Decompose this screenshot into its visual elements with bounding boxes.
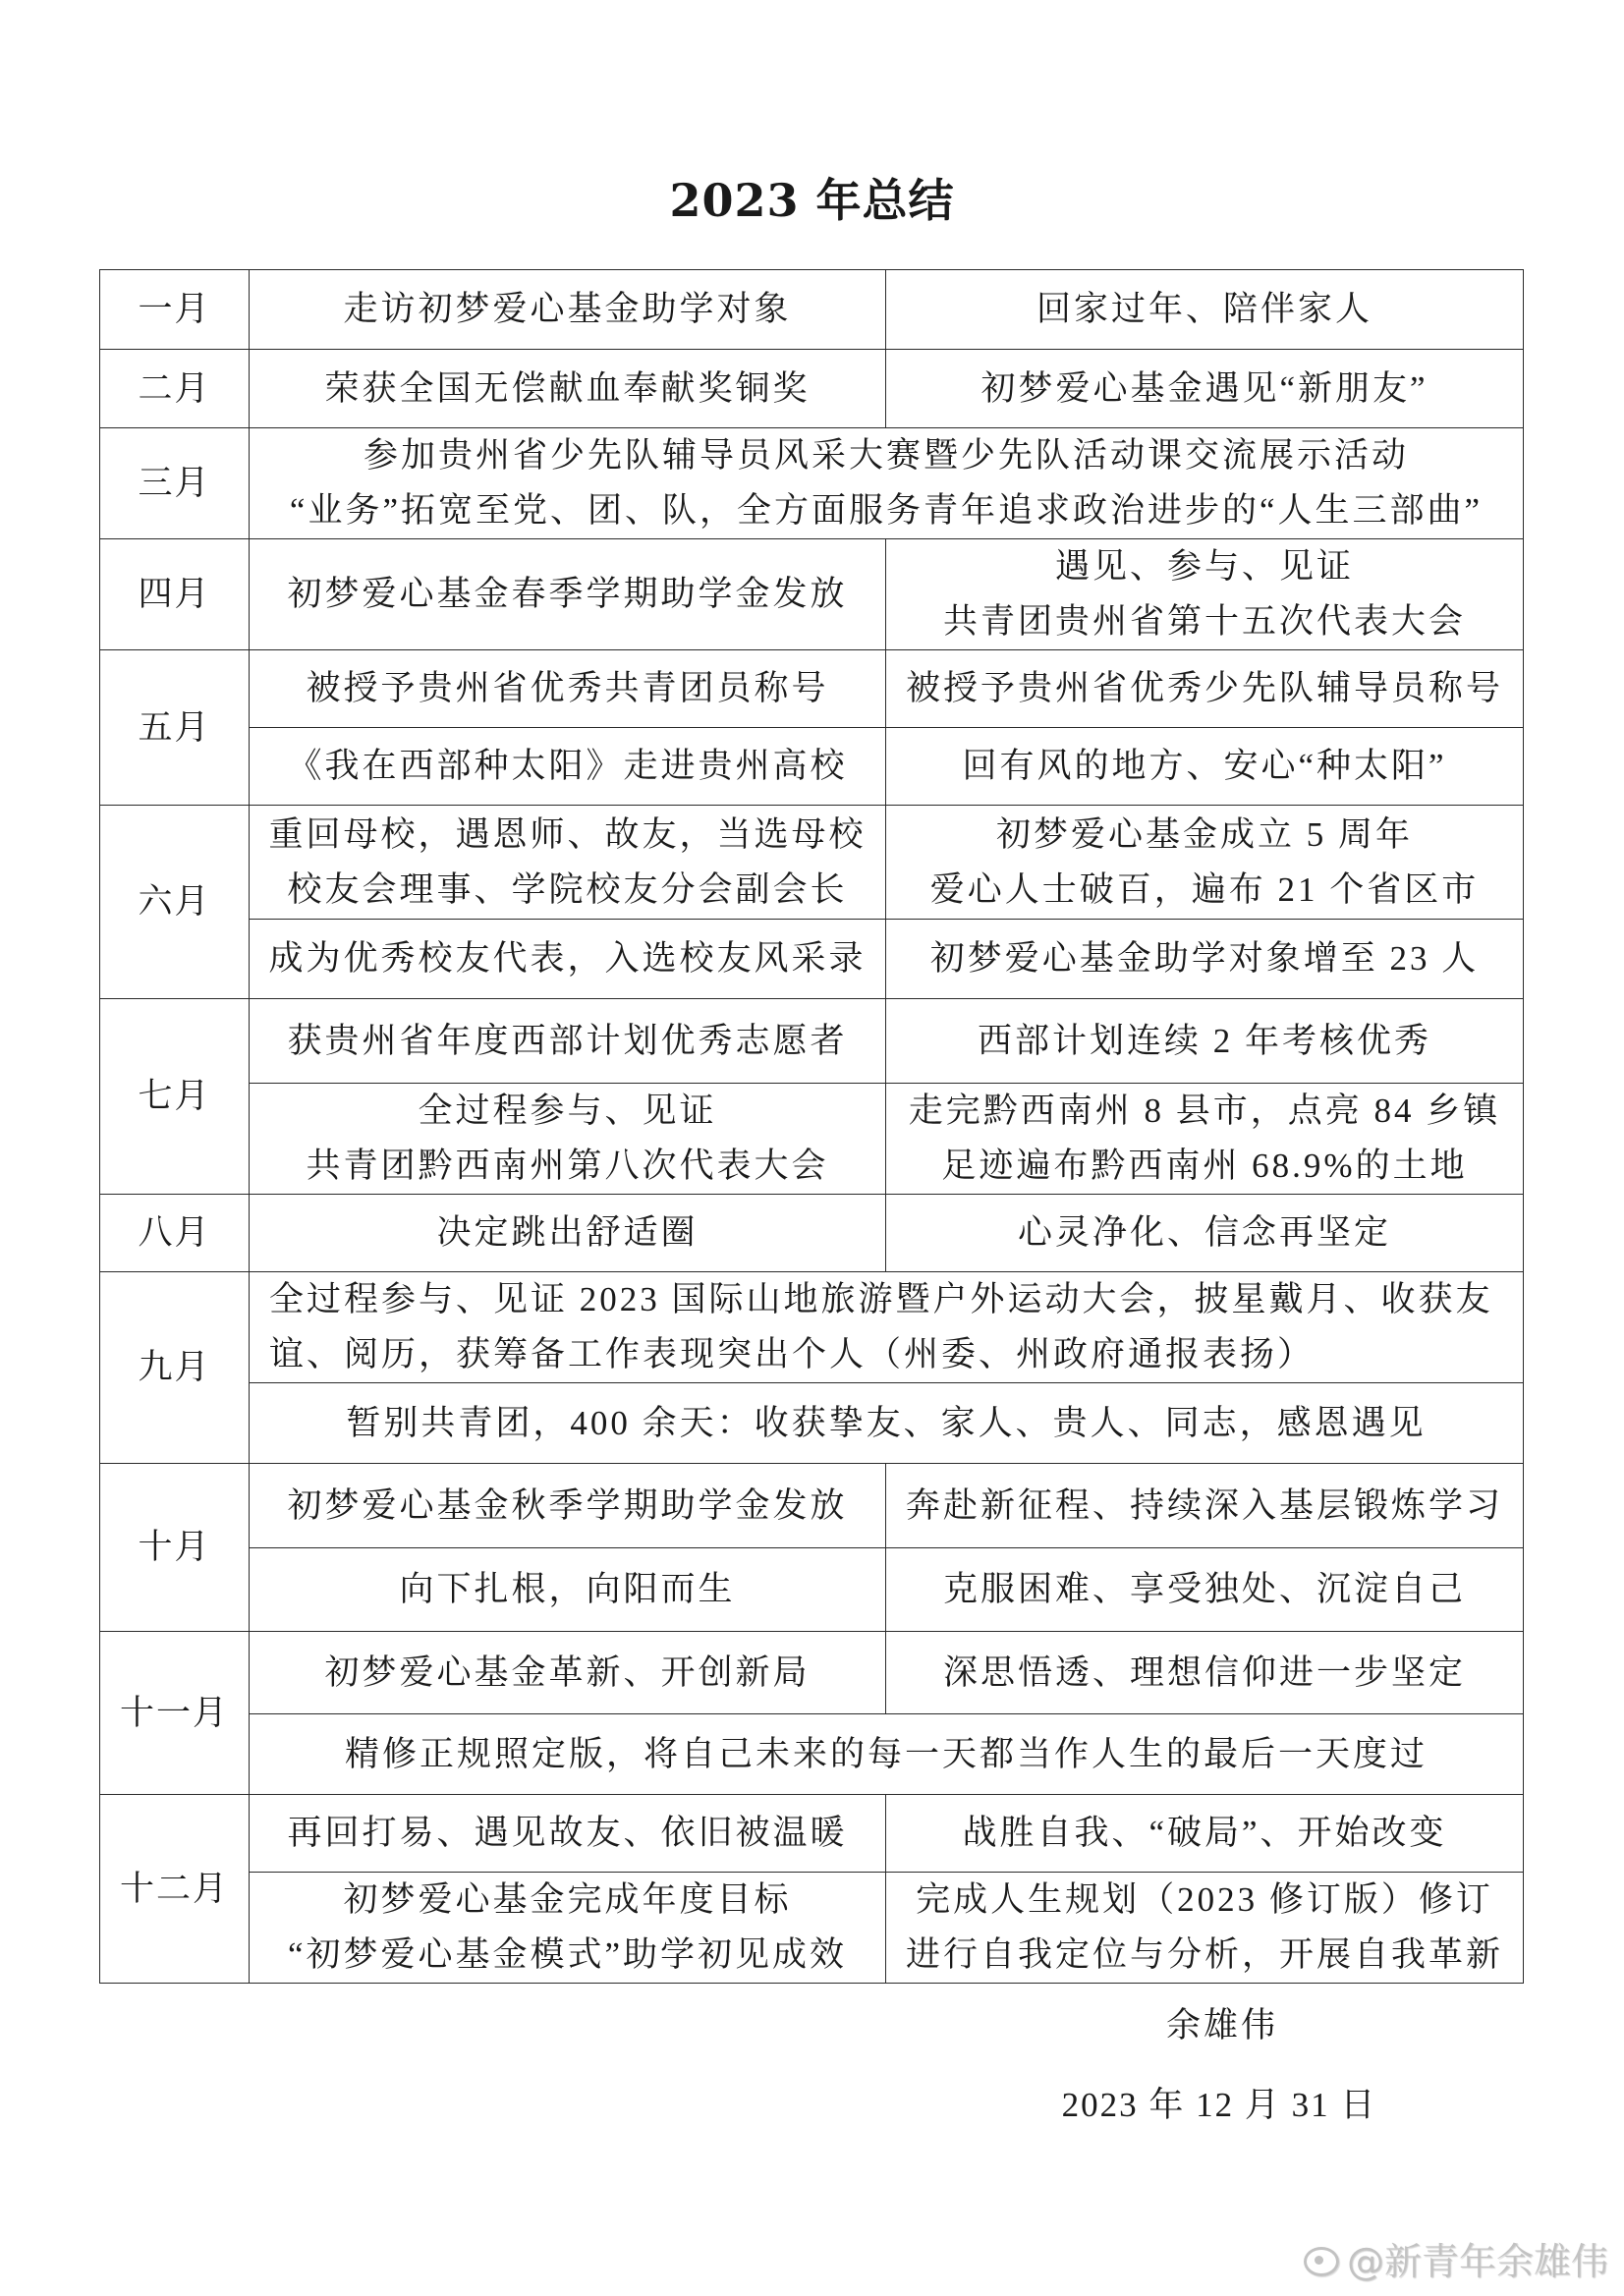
entry-line: 克服困难、享受独处、沉淀自己 xyxy=(942,1570,1466,1608)
entry-cell-right xyxy=(886,806,1524,920)
entry-line: 西部计划连续 2 年考核优秀 xyxy=(977,1021,1431,1060)
entry-cell-left xyxy=(250,728,886,806)
month-label: 十一月 xyxy=(119,1693,229,1732)
summary-table xyxy=(99,269,1524,1984)
entry-line: 全过程参与、见证 2023 国际山地旅游暨户外运动大会，披星戴月、收获友 xyxy=(269,1280,1493,1318)
month-cell xyxy=(100,428,250,539)
entry-line: 初梦爱心基金成立 5 周年 xyxy=(995,814,1413,854)
entry-line: “业务”拓宽至党、团、队，全方面服务青年追求政治进步的“人生三部曲” xyxy=(289,491,1484,530)
month-cell xyxy=(100,270,250,350)
date-line: 2023 年 12 月 31 日 xyxy=(1061,2086,1377,2124)
month-label: 八月 xyxy=(138,1213,211,1252)
entry-cell-right xyxy=(886,1084,1524,1195)
entry-line: 再回打易、遇见故友、依旧被温暖 xyxy=(287,1814,848,1852)
entry-cell-right xyxy=(886,1195,1524,1272)
entry-line: 被授予贵州省优秀共青团员称号 xyxy=(306,669,829,707)
entry-line: 成为优秀校友代表，入选校友风采录 xyxy=(268,939,867,978)
entry-line: 进行自我定位与分析，开展自我革新 xyxy=(905,1935,1503,1974)
entry-cell-right xyxy=(886,1795,1524,1873)
entry-cell-left xyxy=(250,999,886,1084)
entry-line: 初梦爱心基金遇见“新朋友” xyxy=(980,368,1428,408)
table-row xyxy=(100,1548,1524,1632)
entry-cell-left xyxy=(250,539,886,650)
entry-line: 重回母校，遇恩师、故友，当选母校 xyxy=(268,814,867,854)
entry-line: 荣获全国无偿献血奉献奖铜奖 xyxy=(324,368,811,408)
entry-cell-left xyxy=(250,1464,886,1548)
entry-cell-full xyxy=(250,1714,1524,1795)
entry-line: 参加贵州省少先队辅导员风采大赛暨少先队活动课交流展示活动 xyxy=(363,436,1409,475)
entry-line: 决定跳出舒适圈 xyxy=(436,1213,699,1252)
entry-line: 战胜自我、“破局”、开始改变 xyxy=(962,1814,1447,1852)
month-label: 二月 xyxy=(138,368,211,408)
month-label: 三月 xyxy=(138,464,211,502)
month-cell xyxy=(100,1464,250,1632)
entry-cell-left xyxy=(250,350,886,428)
entry-cell-right xyxy=(886,1464,1524,1548)
month-label: 十月 xyxy=(138,1528,211,1566)
entry-cell-left xyxy=(250,1873,886,1984)
month-label: 十二月 xyxy=(119,1869,229,1908)
entry-line: 深思悟透、理想信仰进一步坚定 xyxy=(942,1652,1466,1692)
entry-cell-left xyxy=(250,1632,886,1714)
month-label: 五月 xyxy=(138,707,211,747)
entry-line: 奔赴新征程、持续深入基层锻炼学习 xyxy=(905,1485,1503,1525)
month-cell xyxy=(100,539,250,650)
entry-line: 心灵净化、信念再坚定 xyxy=(1017,1213,1391,1252)
table-row xyxy=(100,270,1524,350)
entry-line: 初梦爱心基金春季学期助学金发放 xyxy=(287,575,848,613)
month-cell xyxy=(100,350,250,428)
entry-cell-full xyxy=(250,1383,1524,1464)
entry-cell-right xyxy=(886,1873,1524,1984)
month-cell xyxy=(100,1795,250,1984)
table-row xyxy=(100,1383,1524,1464)
entry-cell-left xyxy=(250,806,886,920)
entry-cell-left xyxy=(250,1195,886,1272)
entry-cell-left xyxy=(250,920,886,999)
entry-line: 回有风的地方、安心“种太阳” xyxy=(962,747,1447,785)
entry-line: 《我在西部种太阳》走进贵州高校 xyxy=(287,747,848,785)
entry-cell-right xyxy=(886,920,1524,999)
entry-line: 全过程参与、见证 xyxy=(418,1092,717,1130)
table-row xyxy=(100,1195,1524,1272)
entry-line: 爱心人士破百，遍布 21 个省区市 xyxy=(929,869,1480,909)
entry-cell-left xyxy=(250,1548,886,1632)
entry-cell-right xyxy=(886,650,1524,728)
entry-cell-right xyxy=(886,728,1524,806)
watermark xyxy=(1304,2238,1608,2285)
month-cell xyxy=(100,806,250,999)
table-row xyxy=(100,920,1524,999)
entry-cell-left xyxy=(250,1795,886,1873)
table-row xyxy=(100,539,1524,650)
entry-line: 向下扎根，向阳而生 xyxy=(399,1570,736,1608)
entry-cell-full xyxy=(250,1272,1524,1383)
table-row xyxy=(100,1464,1524,1548)
entry-line: 走完黔西南州 8 县市，点亮 84 乡镇 xyxy=(908,1092,1501,1130)
month-label: 九月 xyxy=(138,1348,211,1386)
entry-cell-right xyxy=(886,350,1524,428)
entry-cell-right xyxy=(886,270,1524,350)
table-row xyxy=(100,1272,1524,1383)
entry-cell-right xyxy=(886,1548,1524,1632)
entry-line: 回家过年、陪伴家人 xyxy=(1036,290,1372,328)
table-row xyxy=(100,806,1524,920)
entry-line: 初梦爱心基金秋季学期助学金发放 xyxy=(287,1485,848,1525)
entry-line: 共青团黔西南州第八次代表大会 xyxy=(306,1147,829,1185)
entry-cell-left xyxy=(250,650,886,728)
table-row xyxy=(100,728,1524,806)
table-row xyxy=(100,1714,1524,1795)
entry-cell-full xyxy=(250,428,1524,539)
entry-line: 足迹遍布黔西南州 68.9%的土地 xyxy=(941,1147,1468,1185)
entry-line: 暂别共青团，400 余天：收获挚友、家人、贵人、同志，感恩遇见 xyxy=(346,1403,1427,1442)
entry-line: 校友会理事、学院校友分会副会长 xyxy=(287,869,848,909)
month-label: 四月 xyxy=(138,575,211,613)
page-title: 2023 年总结 xyxy=(669,174,955,227)
entry-line: 谊、阅历，获筹备工作表现突出个人（州委、州政府通报表扬） xyxy=(269,1335,1316,1373)
entry-cell-left xyxy=(250,1084,886,1195)
entry-line: “初梦爱心基金模式”助学初见成效 xyxy=(287,1935,848,1974)
entry-line: 被授予贵州省优秀少先队辅导员称号 xyxy=(905,669,1503,707)
entry-line: 完成人生规划（2023 修订版）修订 xyxy=(916,1880,1493,1919)
table-row xyxy=(100,999,1524,1084)
table-row xyxy=(100,350,1524,428)
month-cell xyxy=(100,650,250,806)
entry-line: 初梦爱心基金助学对象增至 23 人 xyxy=(929,939,1480,978)
entry-cell-right xyxy=(886,999,1524,1084)
table-row xyxy=(100,1084,1524,1195)
table-row xyxy=(100,650,1524,728)
entry-line: 走访初梦爱心基金助学对象 xyxy=(343,290,792,328)
entry-line: 共青团贵州省第十五次代表大会 xyxy=(942,602,1466,641)
entry-line: 初梦爱心基金革新、开创新局 xyxy=(324,1652,811,1692)
entry-line: 初梦爱心基金完成年度目标 xyxy=(343,1880,792,1919)
entry-cell-right xyxy=(886,1632,1524,1714)
table-row xyxy=(100,1795,1524,1873)
entry-line: 精修正规照定版，将自己未来的每一天都当作人生的最后一天度过 xyxy=(344,1734,1428,1773)
entry-line: 获贵州省年度西部计划优秀志愿者 xyxy=(287,1021,848,1060)
month-label: 六月 xyxy=(138,882,211,921)
month-label: 一月 xyxy=(138,290,211,328)
month-cell xyxy=(100,1195,250,1272)
signature: 余雄伟 xyxy=(1165,2006,1278,2044)
month-cell xyxy=(100,1632,250,1795)
entry-cell-right xyxy=(886,539,1524,650)
month-cell xyxy=(100,999,250,1195)
watermark-text: @新青年余雄伟 xyxy=(1346,2240,1608,2283)
month-label: 七月 xyxy=(138,1077,211,1115)
weibo-logo-icon xyxy=(1304,2247,1339,2276)
entry-cell-left xyxy=(250,270,886,350)
month-cell xyxy=(100,1272,250,1464)
table-row xyxy=(100,1632,1524,1714)
table-row xyxy=(100,1873,1524,1984)
table-row xyxy=(100,428,1524,539)
entry-line: 遇见、参与、见证 xyxy=(1054,547,1354,586)
